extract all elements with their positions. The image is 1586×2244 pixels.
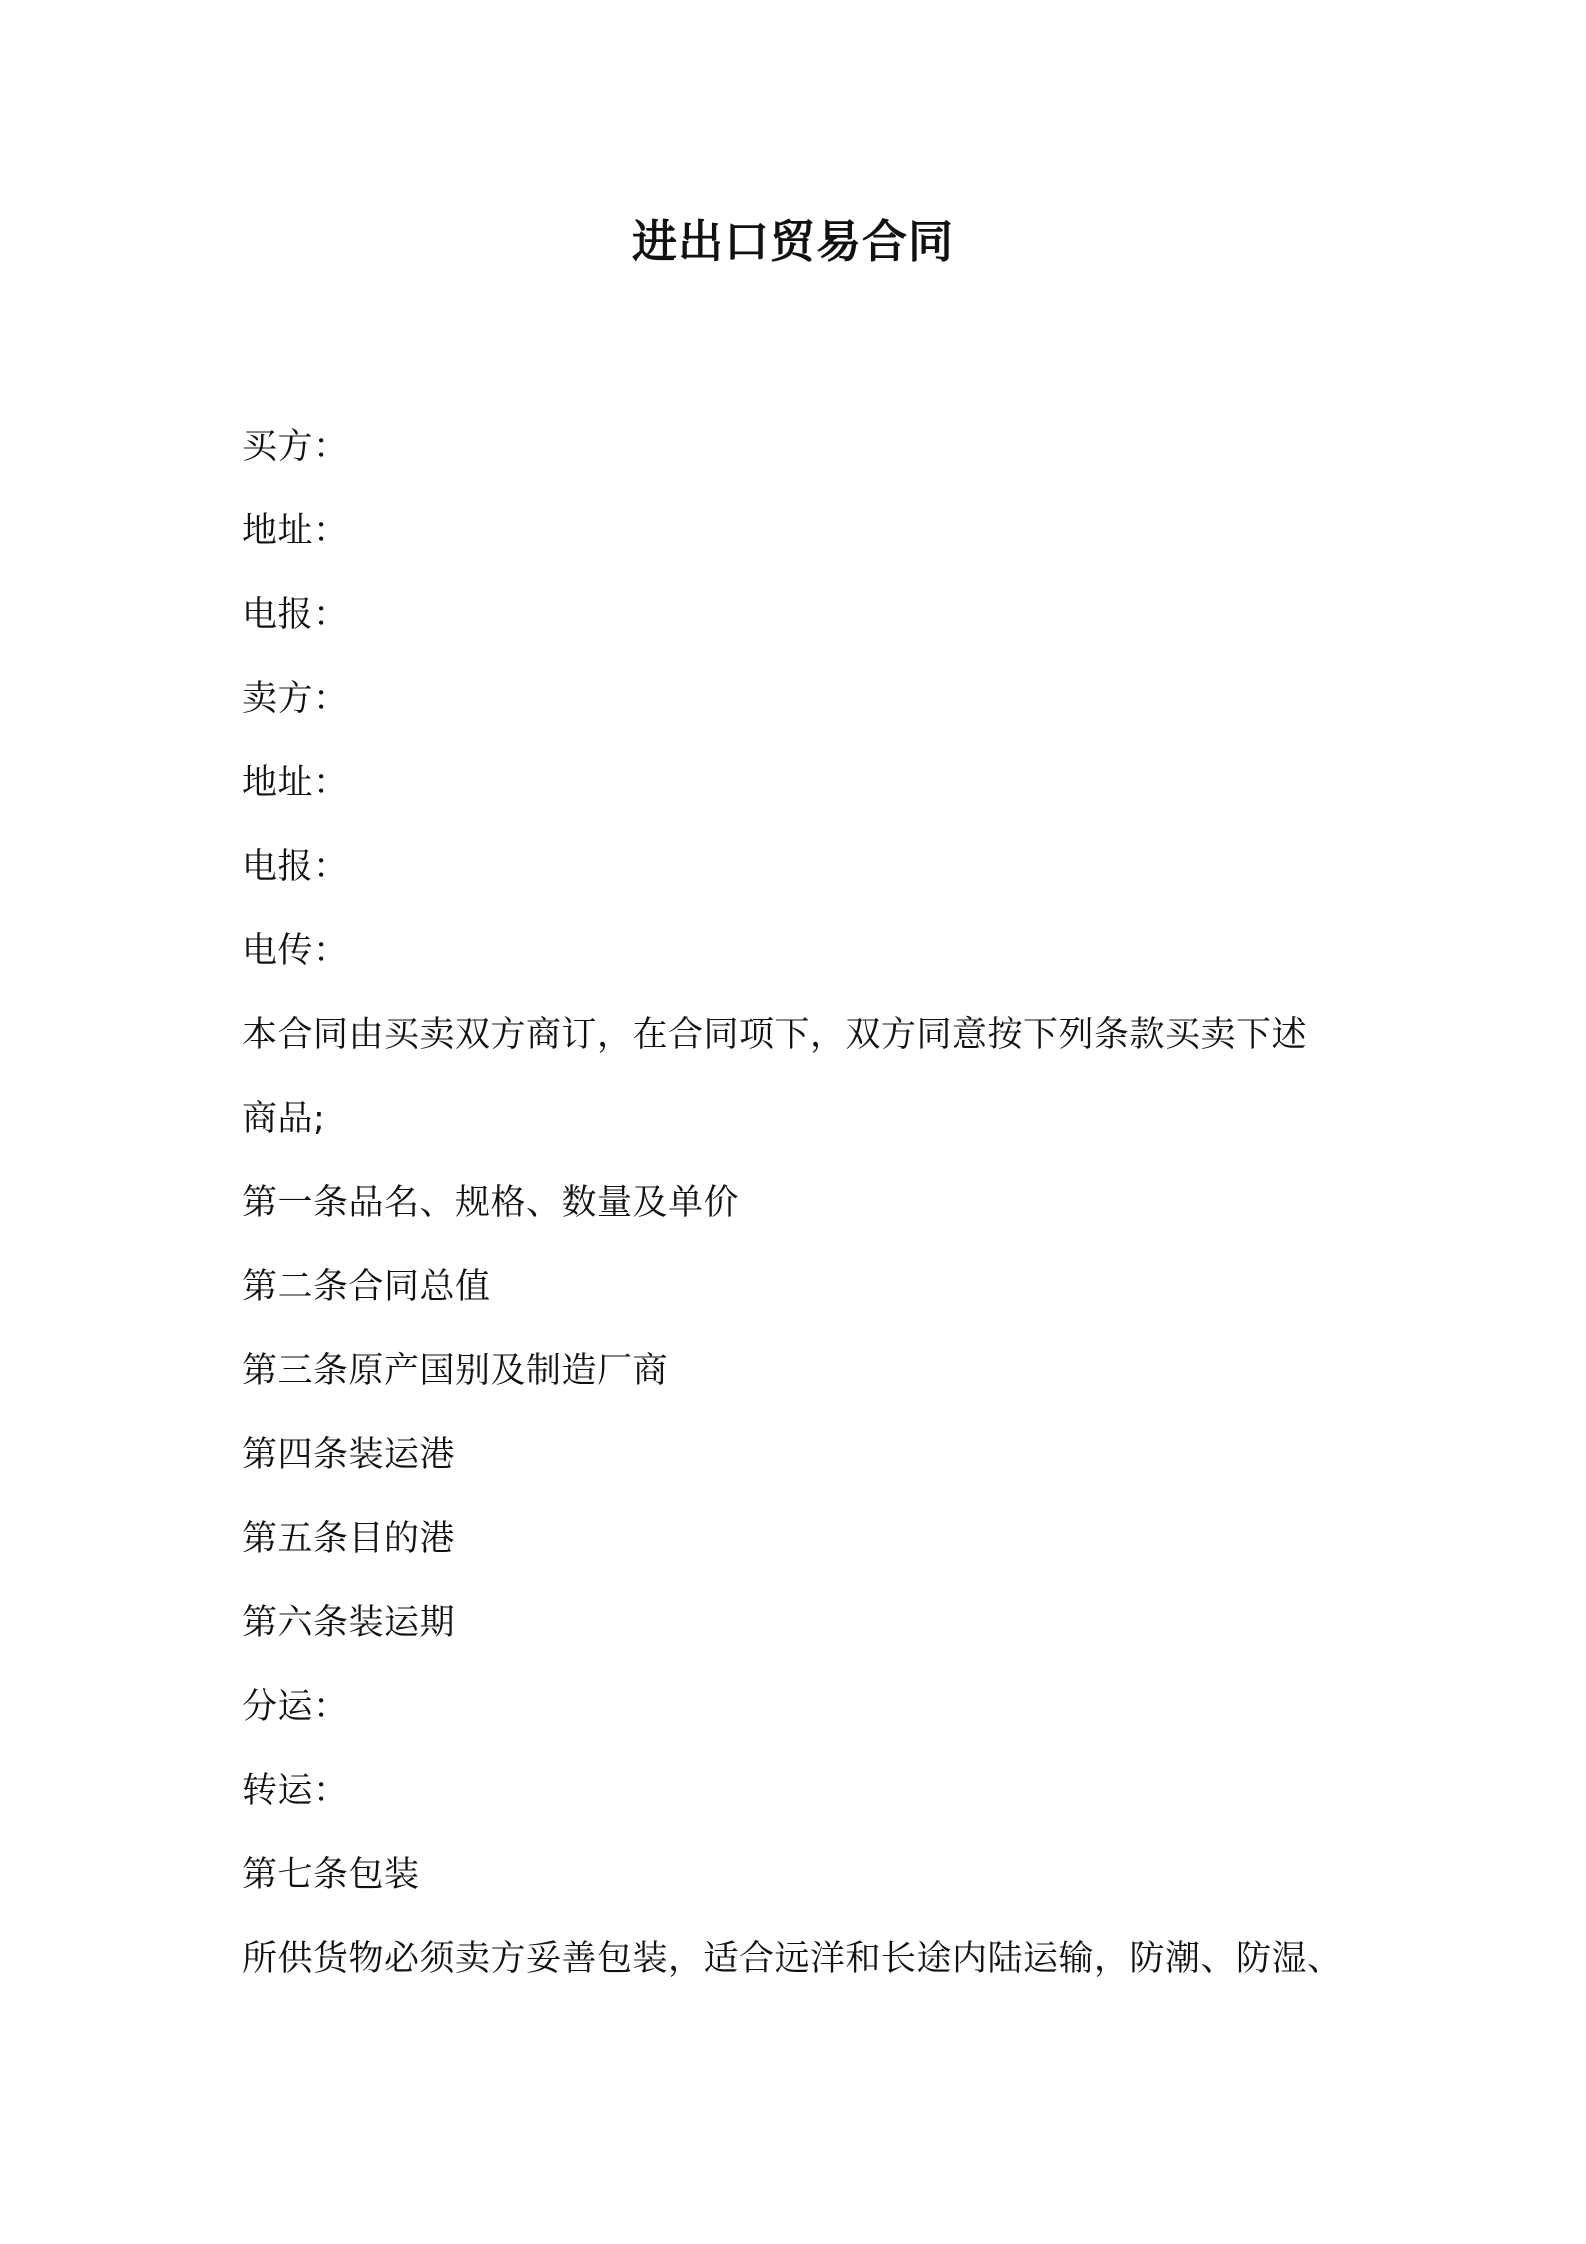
article-7-heading: 第七条包装 xyxy=(242,1855,420,1895)
seller-telegram-label: 电报： xyxy=(242,847,349,887)
seller-label: 卖方： xyxy=(242,679,349,719)
buyer-label: 买方： xyxy=(242,427,349,467)
seller-telex-label: 电传： xyxy=(242,931,349,971)
article-2-heading: 第二条合同总值 xyxy=(242,1267,491,1307)
preamble-line-1: 本合同由买卖双方商订，在合同项下，双方同意按下列条款买卖下述 xyxy=(242,1015,1308,1055)
article-4-heading: 第四条装运港 xyxy=(242,1435,456,1475)
buyer-address-label: 地址： xyxy=(242,511,349,551)
preamble-line-2: 商品; xyxy=(242,1099,326,1139)
transshipment-label: 转运： xyxy=(242,1771,349,1811)
article-5-heading: 第五条目的港 xyxy=(242,1519,456,1559)
buyer-telegram-label: 电报： xyxy=(242,595,349,635)
document-title: 进出口贸易合同 xyxy=(631,215,954,268)
article-3-heading: 第三条原产国别及制造厂商 xyxy=(242,1351,669,1391)
article-6-heading: 第六条装运期 xyxy=(242,1603,456,1643)
article-1-heading: 第一条品名、规格、数量及单价 xyxy=(242,1183,740,1223)
seller-address-label: 地址： xyxy=(242,763,349,803)
partial-shipment-label: 分运： xyxy=(242,1687,349,1727)
document-body xyxy=(242,405,1362,2001)
packing-clause-line: 所供货物必须卖方妥善包装，适合远洋和长途内陆运输，防潮、防湿、 xyxy=(242,1939,1343,1979)
